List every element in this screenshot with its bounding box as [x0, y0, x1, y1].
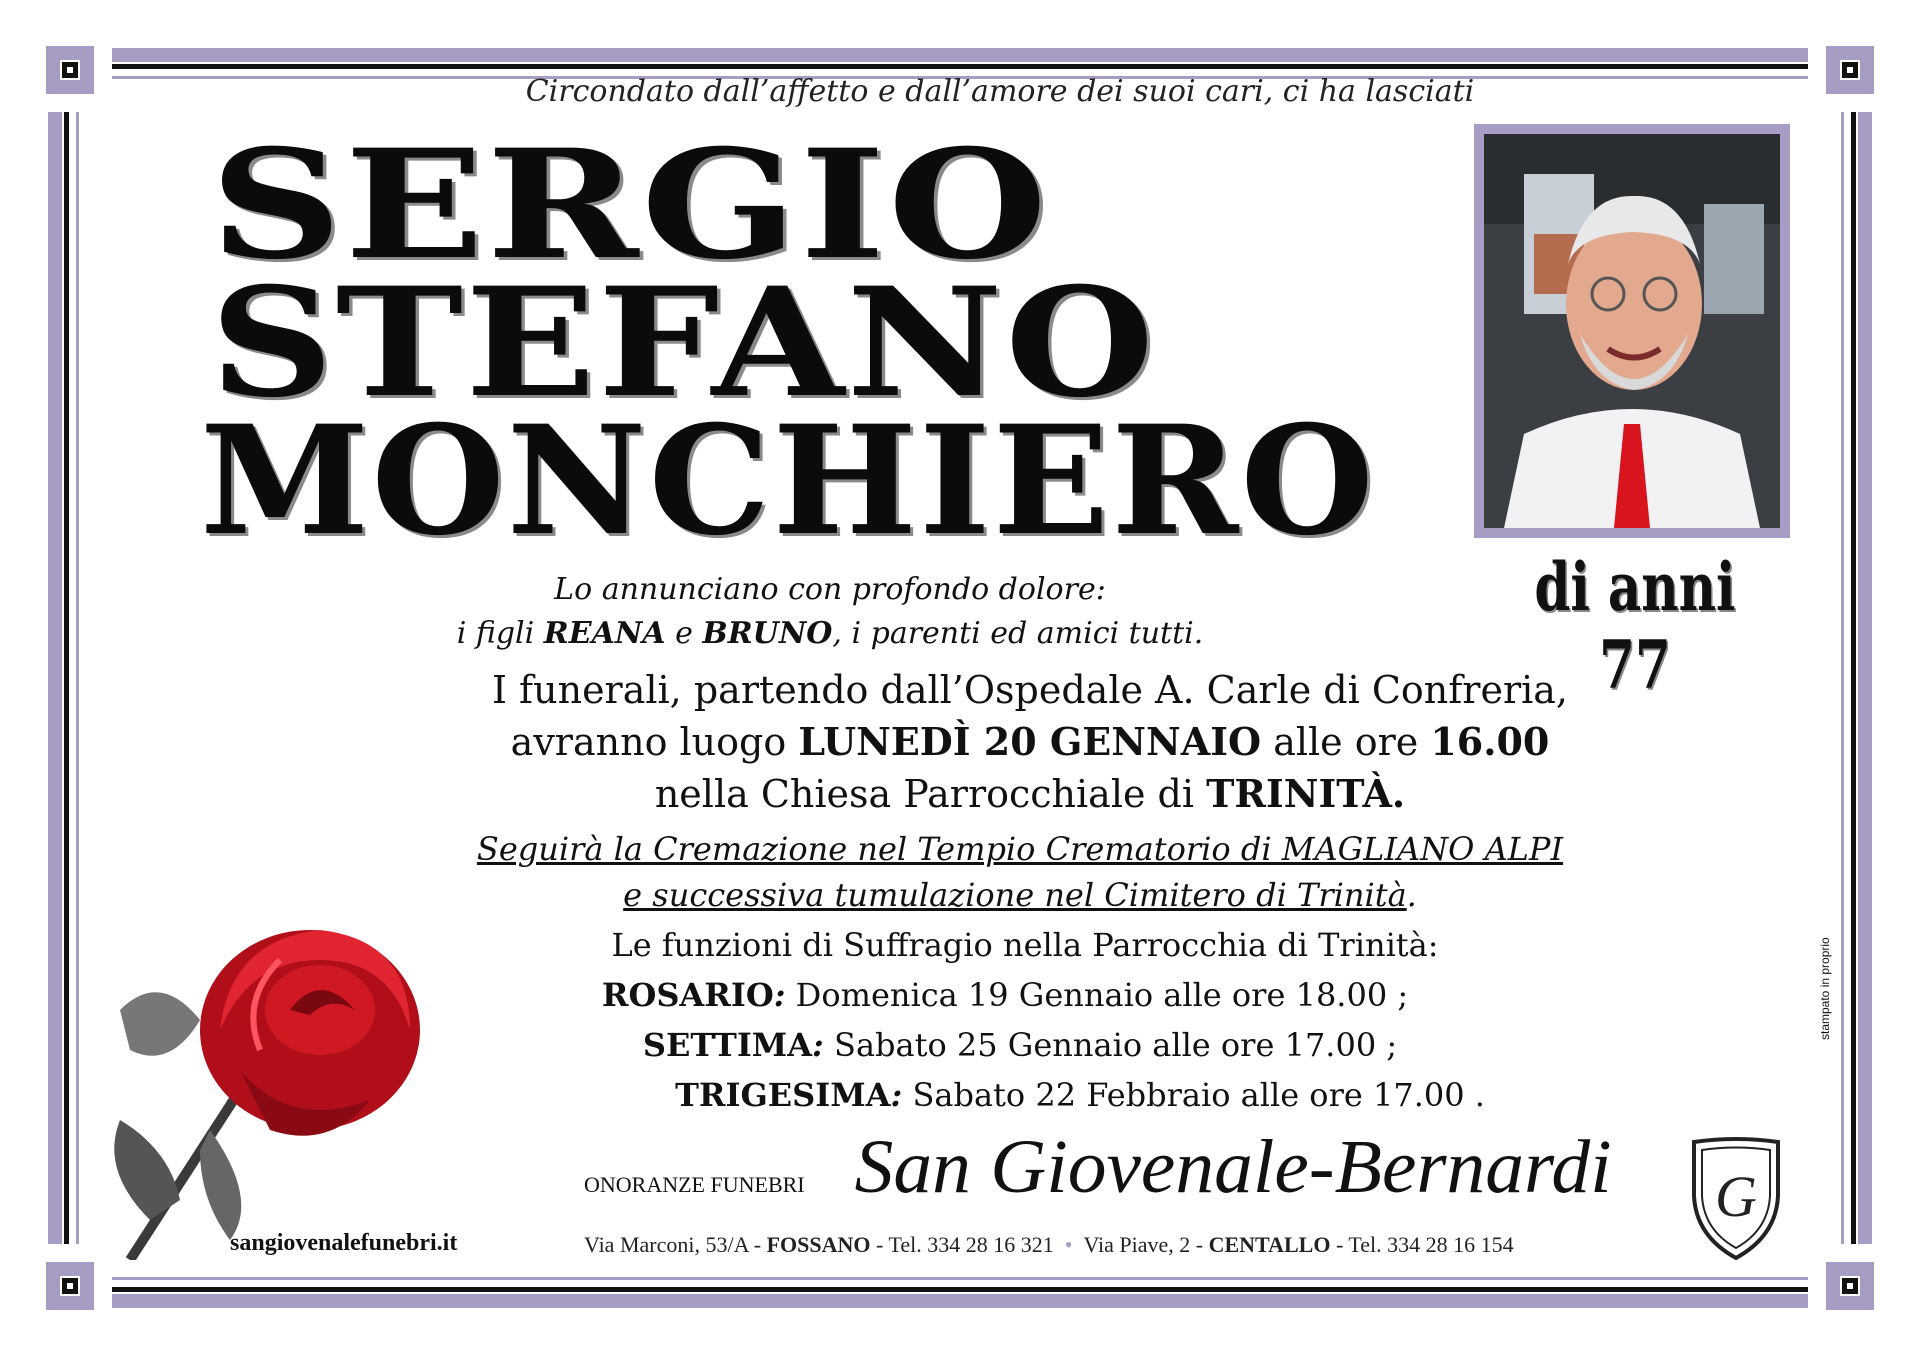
printed-note: stampato in proprio: [1818, 937, 1832, 1040]
onoranze-label: ONORANZE FUNEBRI: [584, 1172, 805, 1197]
child-name-1: REANA: [543, 616, 666, 651]
suffrage-trigesima: TRIGESIMA: Sabato 22 Febbraio alle ore 17.00 .: [675, 1076, 1485, 1114]
announcement: [380, 568, 1280, 656]
corner-ornament-top-left: [28, 28, 112, 112]
funeral-place: TRINITÀ.: [1206, 771, 1406, 816]
child-name-2: BRUNO: [702, 616, 833, 651]
surname: MONCHIERO: [200, 393, 1376, 569]
announcement-line-2: i figli REANA e BRUNO, i parenti ed amici tutti.: [456, 616, 1204, 651]
portrait-photo: [1474, 124, 1790, 538]
suffrage-title: Le funzioni di Suffragio nella Parrocchia di Trinità:: [611, 926, 1439, 964]
suffrage-schedule: [500, 920, 1550, 1120]
company-addresses: Via Marconi, 53/A - FOSSANO - Tel. 334 28 16 321 • Via Piave, 2 - CENTALLO - Tel. 334 28 16 154: [584, 1232, 1514, 1257]
corner-ornament-bottom-right: [1808, 1244, 1892, 1328]
cremation-notice: [420, 826, 1620, 918]
second-name: STEFANO: [210, 255, 1157, 431]
corner-ornament-top-right: [1808, 28, 1892, 112]
suffrage-rosario: ROSARIO: Domenica 19 Gennaio alle ore 18.00 ;: [601, 976, 1409, 1014]
rose-icon: [90, 900, 450, 1264]
funeral-line-1: I funerali, partendo dall’Ospedale A. Carle di Confreria,: [491, 668, 1569, 712]
svg-text:G: G: [1715, 1164, 1757, 1229]
company-name: San Giovenale-Bernardi: [854, 1125, 1612, 1209]
funeral-time: 16.00: [1430, 719, 1550, 764]
funeral-date: LUNEDÌ 20 GENNAIO: [798, 719, 1262, 764]
cremation-line-1: Seguirà la Cremazione nel Tempio Crematorio di MAGLIANO ALPI: [476, 830, 1564, 868]
funeral-line-2: avranno luogo LUNEDÌ 20 GENNAIO alle ore 16.00: [510, 719, 1550, 764]
intro-text: Circondato dall’affetto e dall’amore dei suoi cari, ci ha lasciati: [525, 74, 1475, 109]
first-name: SERGIO: [210, 117, 1050, 293]
funeral-details: [360, 664, 1700, 820]
suffrage-settima: SETTIMA: Sabato 25 Gennaio alle ore 17.00 ;: [642, 1026, 1398, 1064]
cremation-line-2: e successiva tumulazione nel Cimitero di Trinità.: [623, 876, 1417, 914]
announcement-line-1: Lo annunciano con profondo dolore:: [554, 572, 1106, 607]
age-label: di anni 77: [1534, 548, 1736, 704]
shield-crest-icon: [1686, 1136, 1786, 1266]
funeral-line-3: nella Chiesa Parrocchiale di TRINITÀ.: [654, 771, 1406, 816]
website-link[interactable]: sangiovenalefunebri.it: [230, 1230, 458, 1256]
